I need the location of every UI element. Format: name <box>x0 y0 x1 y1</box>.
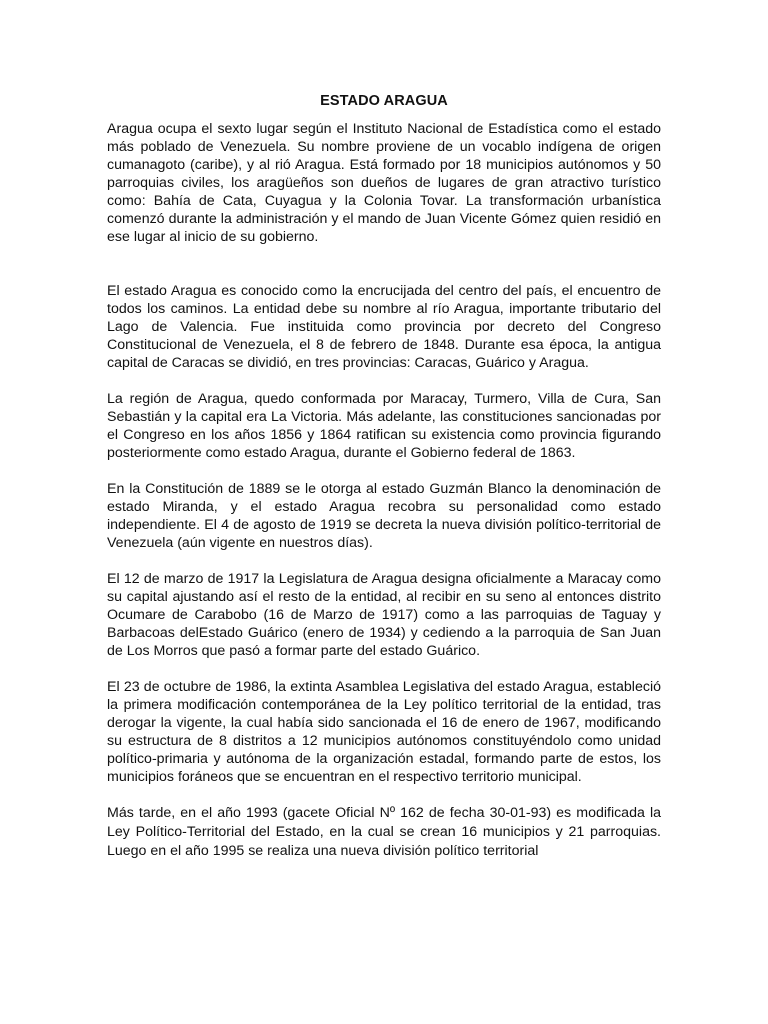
paragraph-region: La región de Aragua, quedo conformada por Maracay, Turmero, Villa de Cura, San Sebastián y la capital era La Victoria. Más adelante, las constituciones sancionadas por el Congreso en los años 1856 y 1864 ratifican su existencia como provincia figurando posteriormente como estado Aragua, durante el Gobierno federal de 1863. <box>107 391 661 461</box>
paragraph-intro: Aragua ocupa el sexto lugar según el Instituto Nacional de Estadística como el estado más poblado de Venezuela. Su nombre proviene de un vocablo indígena de origen cumanagoto (caribe), y al rió Aragua. Está formado por 18 municipios autónomos y 50 parroquias civiles, los aragüeños son dueños de lugares de gran atractivo turístico como: Bahía de Cata, Cuyagua y la Colonia Tovar. La transformación urbanística comenzó durante la administración y el mando de Juan Vicente Gómez quien residió en ese lugar al inicio de su gobierno. <box>107 121 661 245</box>
paragraph-constitution-1889: En la Constitución de 1889 se le otorga al estado Guzmán Blanco la denominación de estado Miranda, y el estado Aragua recobra su personalidad como estado independiente. El 4 de agosto de 1919 se decreta la nueva división político-territorial de Venezuela (aún vigente en nuestros días). <box>107 481 661 551</box>
document-title: ESTADO ARAGUA <box>320 93 448 109</box>
paragraph-capital-1917: El 12 de marzo de 1917 la Legislatura de Aragua designa oficialmente a Maracay como su capital ajustando así el resto de la entidad, al recibir en su seno al entonces distrito Ocumare de Carabobo (16 de Marzo de 1917) como a las parroquias de Taguay y Barbacoas delEstado Guárico (enero de 1934) y cediendo a la parroquia de San Juan de Los Morros que pasó a formar parte del estado Guárico. <box>107 571 661 659</box>
document-page <box>107 92 661 879</box>
paragraph-crossroads: El estado Aragua es conocido como la encrucijada del centro del país, el encuentro de todos los caminos. La entidad debe su nombre al río Aragua, importante tributario del Lago de Valencia. Fue instituida como provincia por decreto del Congreso Constitucional de Venezuela, el 8 de febrero de 1848. Durante esa época, la antigua capital de Caracas se dividió, en tres provincias: Caracas, Guárico y Aragua. <box>107 283 661 371</box>
paragraph-1986: El 23 de octubre de 1986, la extinta Asamblea Legislativa del estado Aragua, estableció la primera modificación contemporánea de la Ley político territorial de la entidad, tras derogar la vigente, la cual había sido sancionada el 16 de enero de 1967, modificando su estructura de 8 distritos a 12 municipios autónomos constituyéndolo como unidad político-primaria y autónoma de la organización estadal, formando parte de estos, los municipios foráneos que se encuentran en el respectivo territorio municipal. <box>107 679 661 785</box>
paragraph-1993: Más tarde, en el año 1993 (gacete Oficial Nº 162 de fecha 30-01-93) es modificada la Ley Político-Territorial del Estado, en la cual se crean 16 municipios y 21 parroquias. Luego en el año 1995 se realiza una nueva división político territorial <box>107 805 661 859</box>
